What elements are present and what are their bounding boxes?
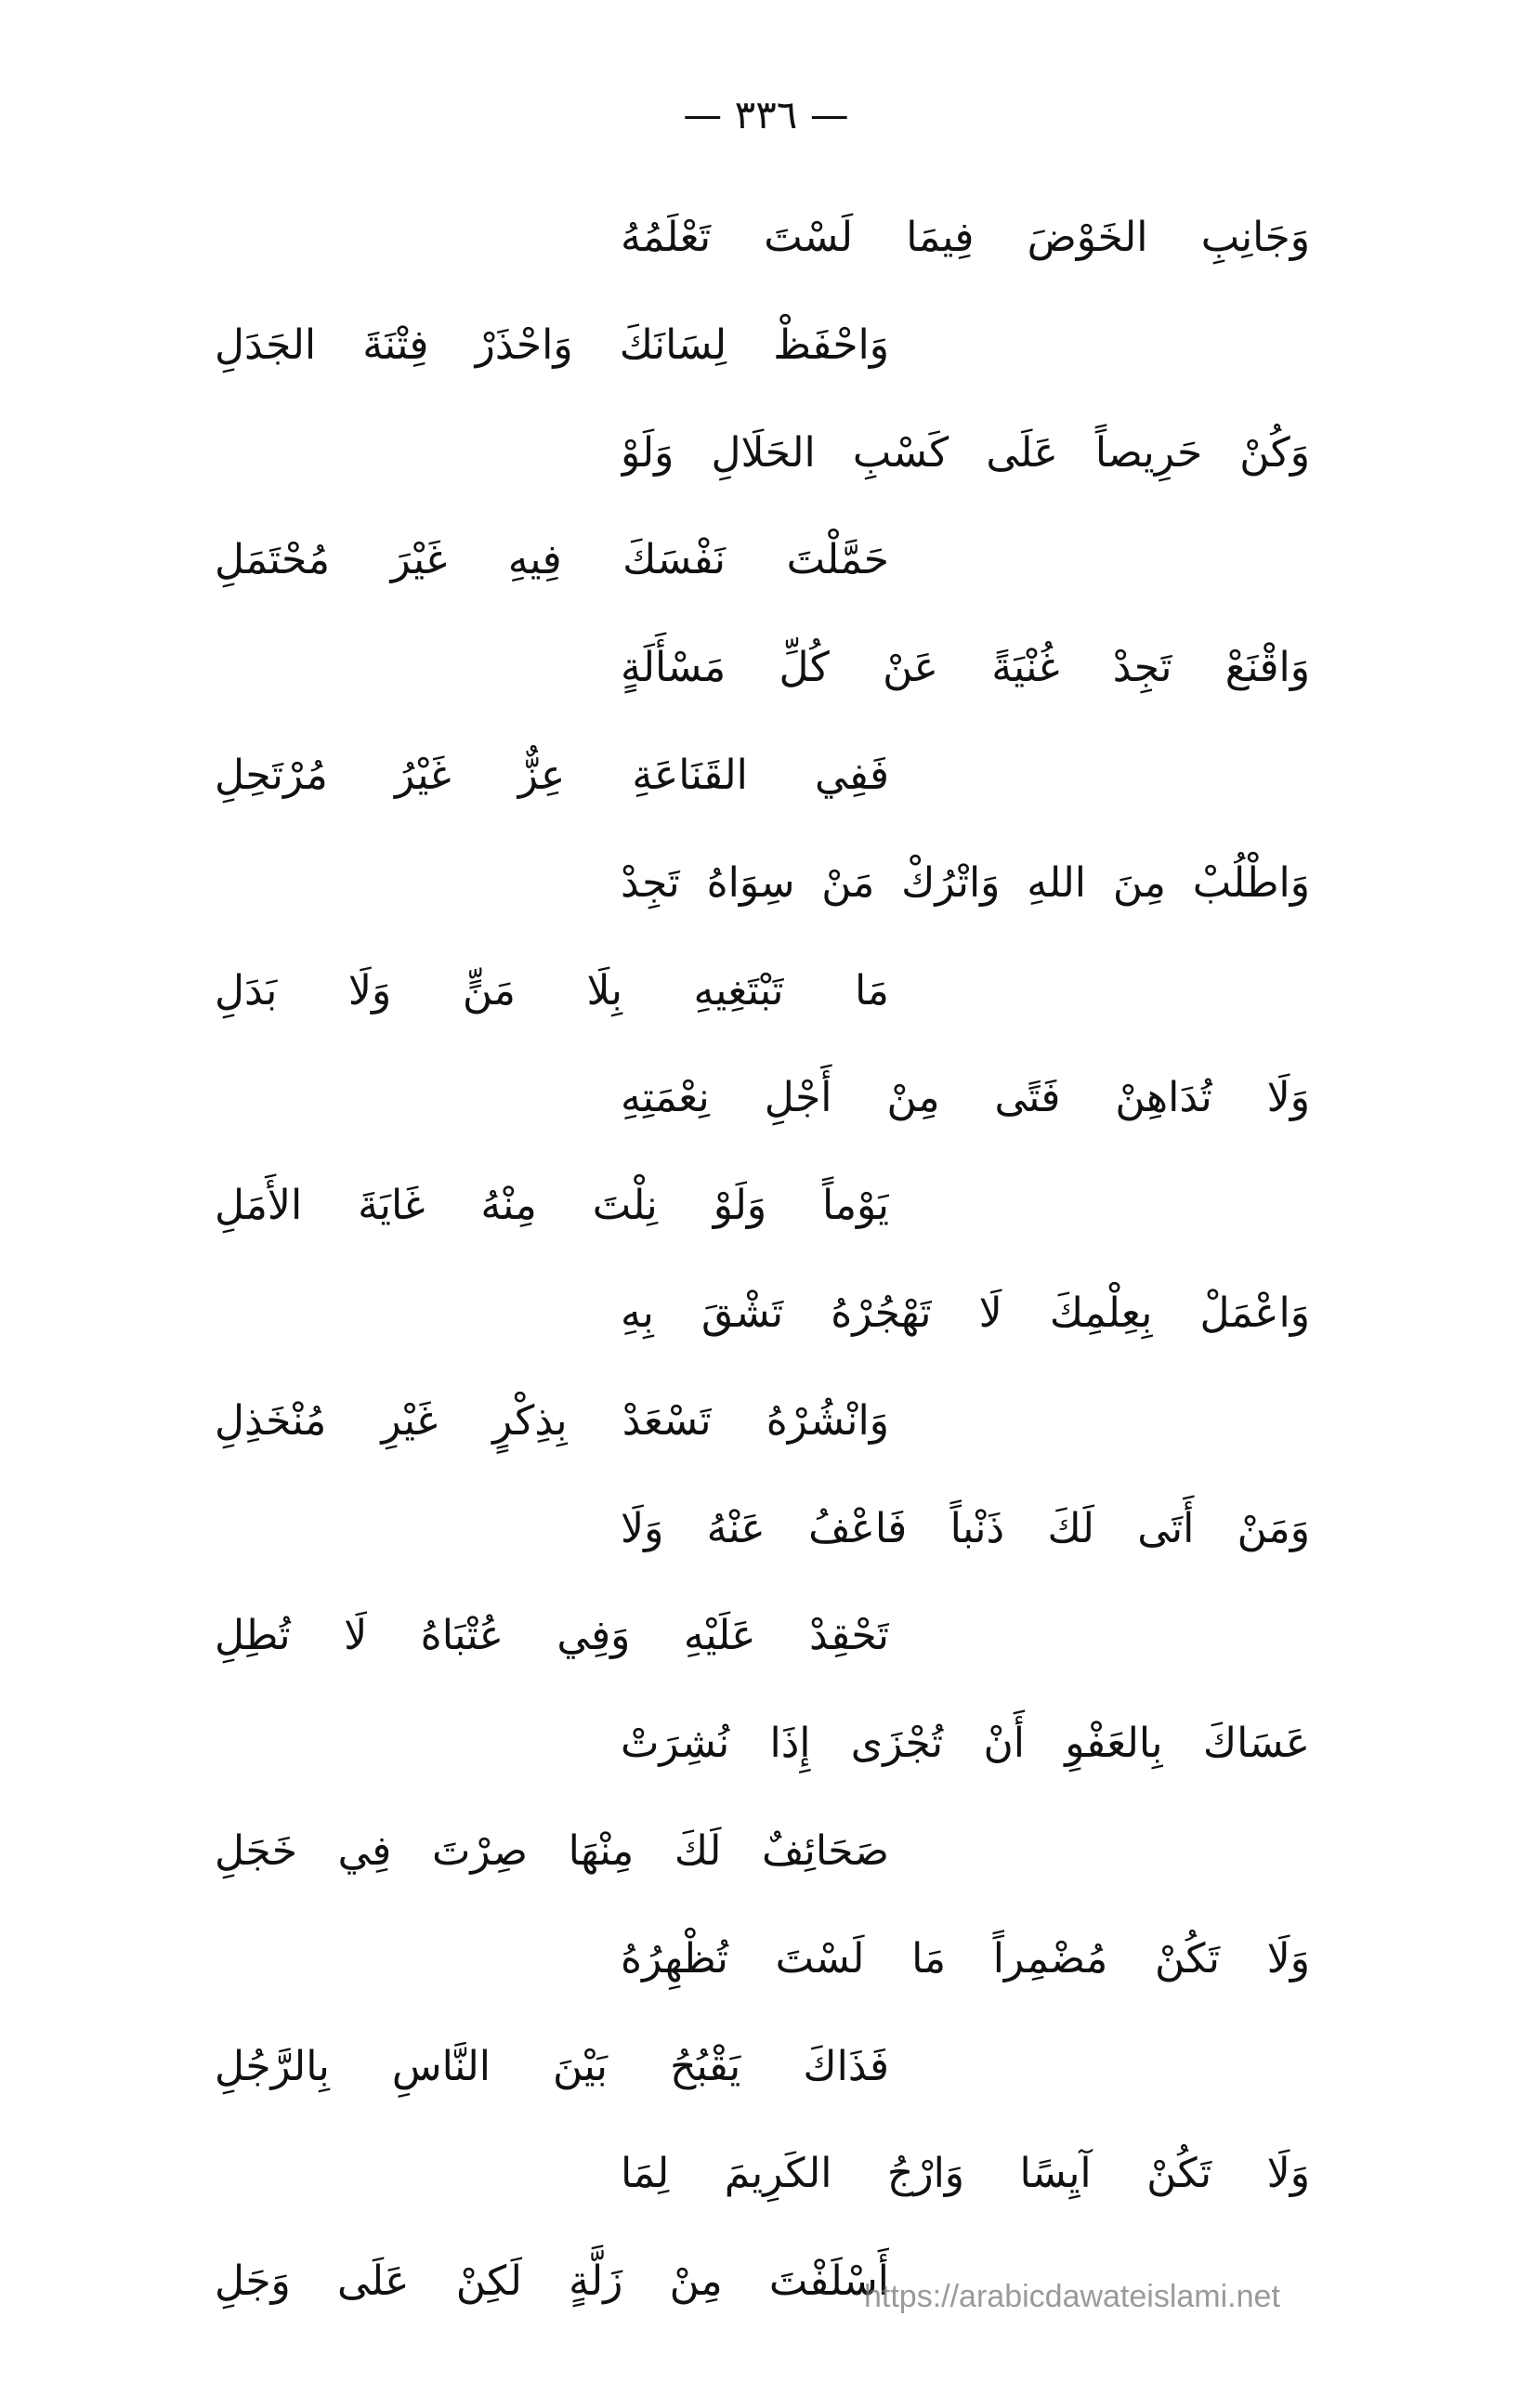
verse-5-first-hemistich: وَلَا تُدَاهِنْ فَتًى مِنْ أَجْلِ نِعْمَتِهِ	[621, 1074, 1310, 1121]
verse-2-second-hemistich: حَمَّلْتَ نَفْسَكَ فِيهِ غَيْرَ مُحْتَمَلِ	[215, 536, 889, 583]
verse-9-second-hemistich: فَذَاكَ يَقْبُحُ بَيْنَ النَّاسِ بِالرَّجُلِ	[215, 2043, 889, 2090]
verse-10-second-hemistich: أَسْلَفْتَ مِنْ زَلَّةٍ لَكِنْ عَلَى وَجَلِ	[215, 2258, 889, 2305]
verse-1-first-hemistich: وَجَانِبِ الخَوْضَ فِيمَا لَسْتَ تَعْلَمُهُ	[621, 214, 1310, 261]
verse-8-first-hemistich: عَسَاكَ بِالعَفْوِ أَنْ تُجْزَى إِذَا نُشِرَتْ	[621, 1720, 1310, 1767]
verse-6-first-hemistich: وَاعْمَلْ بِعِلْمِكَ لَا تَهْجُرْهُ تَشْقَ بِهِ	[621, 1289, 1310, 1337]
page-number: — ٣٣٦ —	[683, 92, 849, 137]
verse-3-first-hemistich: وَاقْنَعْ تَجِدْ غُنْيَةً عَنْ كُلِّ مَسْأَلَةٍ	[621, 644, 1310, 691]
verse-5-second-hemistich: يَوْماً وَلَوْ نِلْتَ مِنْهُ غَايَةَ الأَمَلِ	[215, 1182, 889, 1229]
verse-4-second-hemistich: مَا تَبْتَغِيهِ بِلَا مَنٍّ وَلَا بَدَلِ	[215, 967, 889, 1014]
verse-6-second-hemistich: وَانْشُرْهُ تَسْعَدْ بِذِكْرٍ غَيْرِ مُنْخَذِلِ	[215, 1397, 889, 1445]
verse-1-second-hemistich: وَاحْفَظْ لِسَانَكَ وَاحْذَرْ فِتْنَةَ الجَدَلِ	[215, 321, 889, 369]
verse-10-first-hemistich: وَلَا تَكُنْ آيِسًا وَارْجُ الكَرِيمَ لِمَا	[621, 2150, 1310, 2197]
verse-3-second-hemistich: فَفِي القَنَاعَةِ عِزٌّ غَيْرُ مُرْتَحِلِ	[215, 752, 889, 799]
verse-9-first-hemistich: وَلَا تَكُنْ مُضْمِراً مَا لَسْتَ تُظْهِرُهُ	[621, 1935, 1310, 1983]
verse-7-second-hemistich: تَحْقِدْ عَلَيْهِ وَفِي عُتْبَاهُ لَا تُطِلِ	[215, 1612, 889, 1659]
verse-2-first-hemistich: وَكُنْ حَرِيصاً عَلَى كَسْبِ الحَلَالِ وَلَوْ	[621, 429, 1310, 477]
watermark-url: https://arabicdawateislami.net	[864, 2279, 1280, 2314]
verse-8-second-hemistich: صَحَائِفٌ لَكَ مِنْهَا صِرْتَ فِي خَجَلِ	[215, 1827, 889, 1875]
verse-4-first-hemistich: وَاطْلُبْ مِنَ اللهِ وَاتْرُكْ مَنْ سِوَاهُ تَجِدْ	[621, 859, 1310, 907]
verse-7-first-hemistich: وَمَنْ أَتَى لَكَ ذَنْباً فَاعْفُ عَنْهُ وَلَا	[621, 1505, 1310, 1552]
